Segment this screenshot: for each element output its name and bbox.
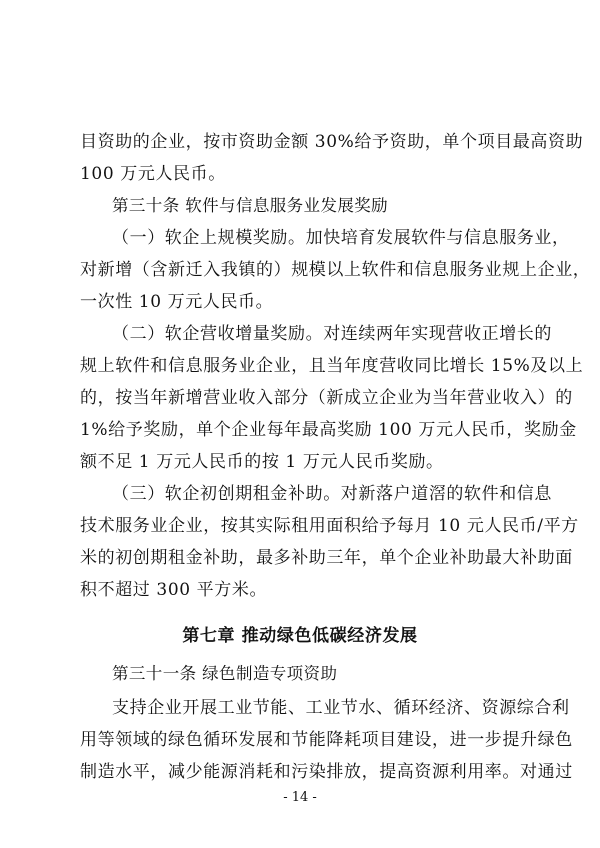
paragraph-line: 规上软件和信息服务业企业，且当年度营收同比增长 15%及以上 (80, 356, 584, 376)
paragraph-line: 用等领域的绿色循环发展和节能降耗项目建设，进一步提升绿色 (80, 730, 573, 750)
article-31-title: 第三十一条 绿色制造专项资助 (112, 664, 338, 683)
article-30-title: 第三十条 软件与信息服务业发展奖励 (112, 196, 389, 215)
paragraph-line: （二）软企营收增量奖励。对连续两年实现营收正增长的 (112, 324, 552, 344)
paragraph-line: （一）软企上规模奖励。加快培育发展软件与信息服务业， (112, 228, 570, 248)
paragraph-line: 积不超过 300 平方米。 (80, 580, 268, 600)
paragraph-line: 100 万元人民币。 (80, 164, 226, 184)
paragraph-line: （三）软企初创期租金补助。对新落户道滘的软件和信息 (112, 484, 552, 504)
paragraph-line: 一次性 10 万元人民币。 (80, 292, 274, 312)
paragraph-line: 额不足 1 万元人民币的按 1 万元人民币奖励。 (80, 452, 444, 472)
paragraph-line: 1%给予奖励，单个企业每年最高奖励 100 万元人民币，奖励金 (80, 420, 577, 440)
paragraph-line: 的，按当年新增营业收入部分（新成立企业为当年营业收入）的 (80, 388, 573, 408)
paragraph-line: 目资助的企业，按市资助金额 30%给予资助，单个项目最高资助 (80, 132, 584, 152)
page-number: - 14 - (283, 790, 317, 805)
paragraph-line: 技术服务业企业，按其实际租用面积给予每月 10 元人民币/平方 (80, 516, 579, 536)
paragraph-line: 对新增（含新迁入我镇的）规模以上软件和信息服务业规上企业， (80, 260, 591, 280)
paragraph-line: 支持企业开展工业节能、工业节水、循环经济、资源综合利 (112, 698, 570, 718)
paragraph-line: 制造水平，减少能源消耗和污染排放，提高资源利用率。对通过 (80, 762, 573, 782)
paragraph-line: 米的初创期租金补助，最多补助三年，单个企业补助最大补助面 (80, 548, 573, 568)
chapter-title: 第七章 推动绿色低碳经济发展 (182, 626, 418, 646)
